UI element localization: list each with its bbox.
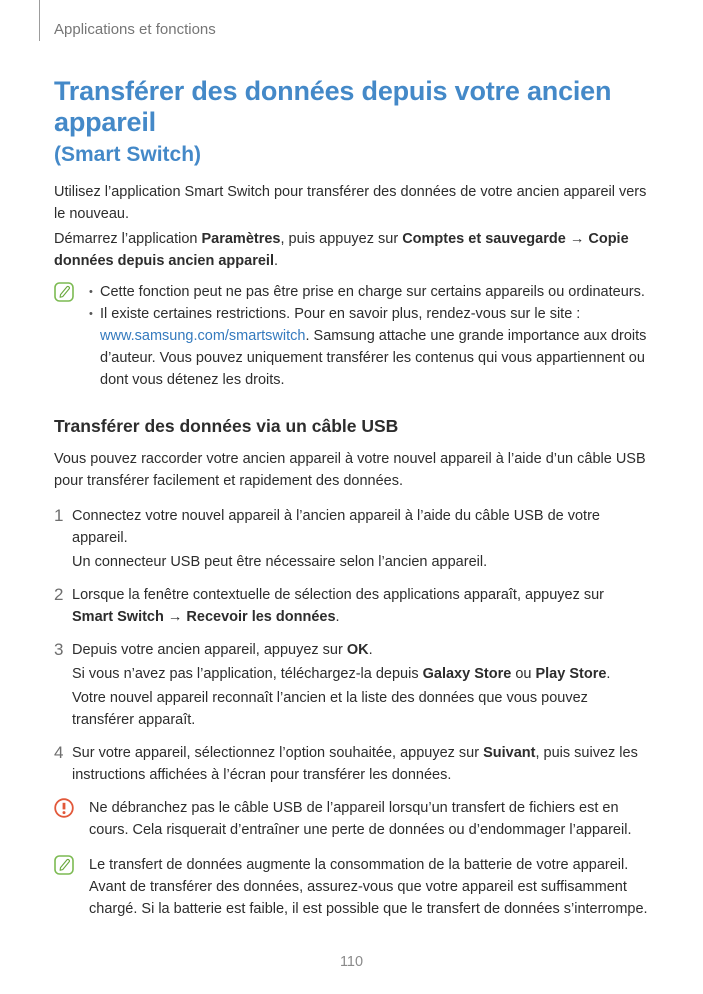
note-content — [89, 854, 648, 920]
step-number: 3 — [54, 640, 64, 659]
step-body — [72, 584, 648, 628]
note-bullet-item: • Il existe certaines restrictions. Pour en savoir plus, rendez-vous sur le site : www.samsung.com/smartswitch. Samsung attache une grande importance aux droits d’auteur. Vous pouvez uniquement transférer les contenus qui vous appartiennent ou dont vous détenez les droits. — [89, 303, 648, 391]
warning-text: Ne débranchez pas le câble USB de l’appareil lorsqu’un transfert de fichiers est en cours. Cela risquerait d’entraîner une perte de données ou d’endommager l’appareil. — [89, 800, 632, 838]
step-body — [72, 639, 648, 731]
step-2 — [54, 584, 648, 628]
page-title: Transférer des données depuis votre ancien appareil — [54, 76, 612, 137]
note-content — [89, 281, 648, 391]
warning-callout — [54, 797, 648, 841]
step-subtext: Un connecteur USB peut être nécessaire selon l’ancien appareil. — [72, 554, 488, 570]
step-text: Depuis votre ancien appareil, appuyez sur OK. — [72, 642, 373, 658]
step-text: Lorsque la fenêtre contextuelle de sélection des applications apparaît, appuyez sur Smart Switch → Recevoir les données. — [72, 587, 605, 625]
step-text: Connectez votre nouvel appareil à l’ancien appareil à l’aide du câble USB de votre appareil. — [72, 508, 600, 546]
chapter-divider-rule — [39, 0, 40, 41]
step-4 — [54, 742, 648, 786]
section-intro-paragraph: Vous pouvez raccorder votre ancien appareil à votre nouvel appareil à l’aide d’un câble USB pour transférer facilement et rapidement des données. — [54, 451, 646, 489]
warning-exclamation-icon — [54, 798, 74, 818]
section-heading-usb-cable: Transférer des données via un câble USB — [54, 416, 399, 436]
note-pencil-icon — [54, 855, 74, 875]
note-text: Le transfert de données augmente la consommation de la batterie de votre appareil. Avant de transférer des données, assurez-vous que votre appareil est suffisamment chargé. Si la batterie est faible, il est possible que le transfert de données s’interrompe. — [89, 857, 648, 917]
step-body — [72, 742, 648, 786]
step-subtext: Si vous n’avez pas l’application, téléchargez-la depuis Galaxy Store ou Play Store. — [72, 666, 611, 682]
page-subtitle: (Smart Switch) — [54, 143, 202, 166]
step-number: 2 — [54, 585, 64, 604]
note-bullet-item: • Cette fonction peut ne pas être prise en charge sur certains appareils ou ordinateurs. — [89, 281, 648, 303]
step-number: 1 — [54, 506, 64, 525]
step-3 — [54, 639, 648, 731]
smartswitch-url-link[interactable]: www.samsung.com/smartswitch — [100, 328, 306, 344]
note-pencil-icon — [54, 282, 74, 302]
step-text: Sur votre appareil, sélectionnez l’option souhaitée, appuyez sur Suivant, puis suivez les instructions affichées à l’écran pour transférer les données. — [72, 745, 638, 783]
step-subtext: Votre nouvel appareil reconnaît l’ancien et la liste des données que vous pouvez transférer apparaît. — [72, 690, 588, 728]
breadcrumb: Applications et fonctions — [54, 21, 216, 38]
numbered-steps — [54, 505, 648, 786]
warning-content — [89, 797, 648, 841]
page-number: 110 — [339, 954, 364, 970]
note-callout-1 — [54, 281, 648, 391]
intro-paragraph-2: Démarrez l’application Paramètres, puis appuyez sur Comptes et sauvegarde → Copie données depuis ancien appareil. — [54, 231, 629, 269]
step-body — [72, 505, 648, 573]
intro-paragraph-1: Utilisez l’application Smart Switch pour transférer des données de votre ancien appareil vers le nouveau. — [54, 184, 647, 222]
step-number: 4 — [54, 743, 64, 762]
step-1 — [54, 505, 648, 573]
note-callout-2 — [54, 854, 648, 920]
note-bullet-list — [89, 281, 648, 391]
